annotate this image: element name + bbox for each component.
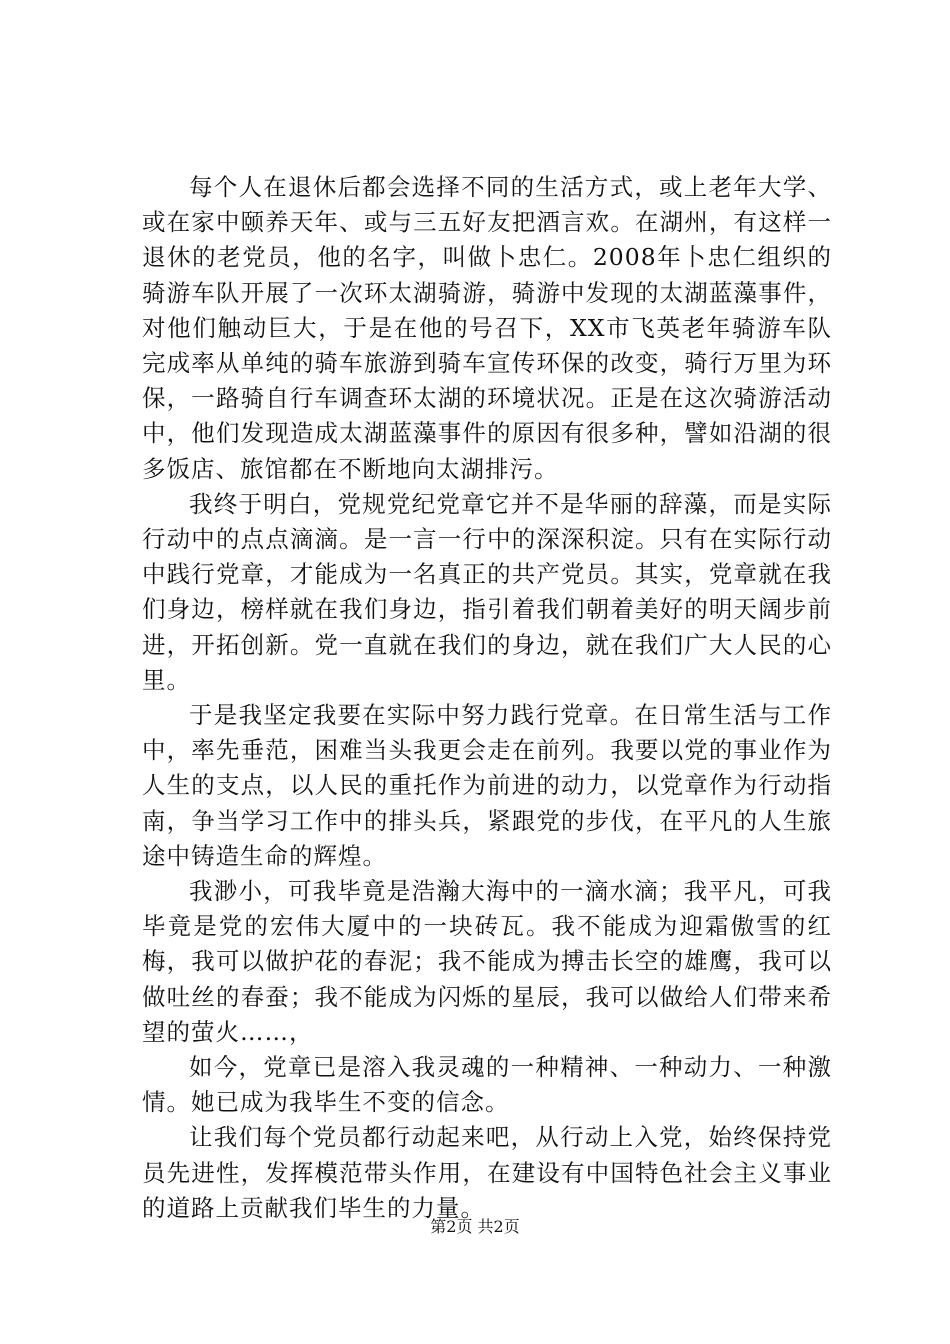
- paragraph-call-to-action: 让我们每个党员都行动起来吧，从行动上入党，始终保持党员先进性，发挥模范带头作用，在建设有中国特色社会主义事业的道路上贡献我们毕生的力量。: [142, 1123, 832, 1222]
- paragraph-humble-contribution: 我渺小，可我毕竟是浩瀚大海中的一滴水滴；我平凡，可我毕竟是党的宏伟大厦中的一块砖瓦。我不能成为迎霜傲雪的红梅，我可以做护花的春泥；我不能成为搏击长空的雄鹰，我可以做吐丝的春蚕；我不能成为闪烁的星辰，我可以做给人们带来希望的萤火……，: [142, 877, 832, 1046]
- paragraph-understanding-party-constitution: 我终于明白，党规党纪党章它并不是华丽的辞藻，而是实际行动中的点点滴滴。是一言一行中的深深积淀。只有在实际行动中践行党章，才能成为一名真正的共产党员。其实，党章就在我们身边，榜样就在我们身边，指引着我们朝着美好的明天阔步前进，开拓创新。党一直就在我们的身边，就在我们广大人民的心里。: [142, 489, 832, 694]
- paragraph-belief: 如今，党章已是溶入我灵魂的一种精神、一种动力、一种激情。她已成为我毕生不变的信念。: [142, 1053, 832, 1117]
- page-number-footer: 第2页 共2页: [430, 1217, 520, 1236]
- document-body: [142, 170, 832, 1226]
- paragraph-determination: 于是我坚定我要在实际中努力践行党章。在日常生活与工作中，率先垂范，困难当头我更会走在前列。我要以党的事业作为人生的支点，以人民的重托作为前进的动力，以党章作为行动指南，争当学习工作中的排头兵，紧跟党的步伐，在平凡的人生旅途中铸造生命的辉煌。: [142, 701, 832, 870]
- paragraph-retired-party-member: 每个人在退休后都会选择不同的生活方式，或上老年大学、或在家中颐养天年、或与三五好友把酒言欢。在湖州，有这样一退休的老党员，他的名字，叫做卜忠仁。2008年卜忠仁组织的骑游车队开展了一次环太湖骑游，骑游中发现的太湖蓝藻事件，对他们触动巨大，于是在他的号召下，XX市飞英老年骑游车队完成率从单纯的骑车旅游到骑车宣传环保的改变，骑行万里为环保，一路骑自行车调查环太湖的环境状况。正是在这次骑游活动中，他们发现造成太湖蓝藻事件的原因有很多种，譬如沿湖的很多饭店、旅馆都在不断地向太湖排污。: [142, 173, 832, 483]
